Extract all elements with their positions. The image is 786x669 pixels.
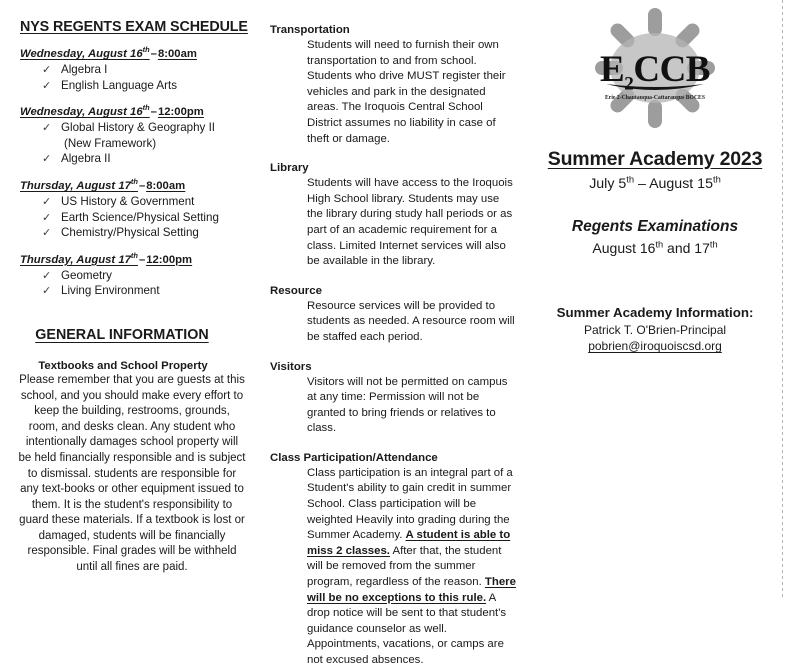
e2ccb-logo: [560, 6, 750, 134]
list-item-continuation: [20, 136, 262, 152]
check-icon: ✓: [42, 194, 52, 208]
attendance-emphasis-no-exceptions: There will be no exceptions to this rule.: [307, 576, 516, 604]
schedule-block: [20, 250, 262, 299]
schedule-separator: –: [150, 48, 157, 60]
section-visitors: [262, 361, 524, 437]
right-column: [524, 0, 786, 598]
academy-date-start-ordinal: th: [626, 174, 635, 185]
exam-name: Chemistry/Physical Setting: [61, 226, 199, 240]
attendance-text-part-2: After that, the student will be removed from the summer program, regardless of the reason.: [307, 544, 502, 589]
schedule-day: Thursday, August 17: [20, 253, 131, 266]
regents-date-first-ordinal: th: [655, 239, 664, 250]
exam-list: [20, 62, 262, 93]
schedule-block-heading: [20, 103, 262, 119]
regents-date-mid: and 17: [663, 240, 710, 256]
principal-name: Patrick T. O'Brien-Principal: [583, 323, 727, 337]
section-library: [262, 162, 524, 270]
section-body: Students will have access to the Iroquois High School library. Students may use the library during study hall periods or as part of an academic requirement for a class. Limited Internet services will also be available in the library.: [307, 177, 513, 268]
section-class-participation: [262, 452, 524, 669]
exam-name: English Language Arts: [61, 78, 178, 92]
check-icon: ✓: [42, 284, 52, 298]
logo-wordmark-subscript: 2: [624, 73, 634, 95]
section-heading: Transportation: [270, 24, 350, 36]
summer-academy-dates: [524, 176, 786, 192]
schedule-block-heading: [20, 45, 262, 60]
schedule-separator: –: [138, 179, 146, 192]
attendance-emphasis-miss-classes: A student is able to miss 2 classes.: [307, 529, 511, 557]
check-icon: ✓: [42, 210, 52, 224]
section-heading: Class Participation/Attendance: [270, 451, 438, 464]
logo-wordmark-pre: E: [600, 49, 625, 90]
exam-list: [20, 268, 262, 299]
general-information-title: GENERAL INFORMATION: [35, 326, 209, 343]
exam-name: Algebra I: [61, 63, 108, 76]
exam-name: (New Framework): [64, 136, 157, 150]
schedule-day-ordinal: th: [130, 250, 138, 260]
regents-examinations-dates: [524, 240, 786, 256]
list-item: [20, 62, 262, 78]
exam-name: Living Environment: [61, 284, 160, 298]
regents-date-second-ordinal: th: [709, 239, 718, 250]
logo-wordmark: [560, 49, 750, 95]
check-icon: ✓: [42, 78, 52, 92]
schedule-block-heading: [20, 177, 262, 192]
exam-name: Global History & Geography II: [61, 121, 216, 135]
section-transportation: [262, 24, 524, 147]
summer-academy-information-title: Summer Academy Information:: [556, 305, 754, 320]
schedule-day: Wednesday, August 16: [20, 48, 143, 60]
principal-email-link[interactable]: pobrien@iroquoiscsd.org: [588, 339, 722, 353]
middle-column: [262, 0, 524, 666]
attendance-text-part-1: Class participation is an integral part of a Student's ability to gain credit in summer School. Class participation will be weighted Heavily into grading during the Summer Academy.: [307, 466, 513, 542]
academy-date-mid: – August 15: [634, 176, 713, 192]
schedule-separator: –: [138, 253, 146, 266]
textbooks-body: Please remember that you are guests at this school, and you should make every effort to keep the building, restrooms, grounds, room, and desks clean. Any student who intentionally damages school property will be held financially responsible and is subject to dismissal. students are responsible for any text-books or other equipment issued to them. It is the student's responsibility to guard these materials. If a textbook is lost or damaged, students will be financially responsible. Final grades will be withheld until all fines are paid.: [18, 373, 246, 574]
attendance-text-part-3: A drop notice will be sent to that student's guidance counselor as well. Appointments, vacations, or camps are not excused absences.: [307, 591, 507, 666]
schedule-block: [20, 45, 262, 93]
exam-name: US History & Government: [61, 194, 195, 208]
exam-name: Algebra II: [61, 152, 111, 166]
schedule-block-heading: [20, 250, 262, 266]
list-item: [20, 194, 262, 210]
schedule-time: 8:00am: [146, 179, 186, 192]
schedule-time: 12:00pm: [146, 253, 193, 266]
list-item: [20, 120, 262, 136]
exam-name: Earth Science/Physical Setting: [61, 210, 219, 224]
schedule-block: [20, 103, 262, 167]
list-item: [20, 225, 262, 241]
list-item: [20, 151, 262, 167]
exam-name: Geometry: [61, 268, 112, 282]
left-column: [0, 0, 262, 598]
schedule-day: Thursday, August 17: [20, 179, 131, 192]
section-heading: Visitors: [270, 360, 312, 373]
schedule-day-ordinal: th: [130, 177, 138, 187]
section-body: Resource services will be provided to students as needed. A resource room will be staffed each period.: [307, 299, 515, 343]
schedule-day-ordinal: th: [142, 45, 150, 55]
list-item: [20, 283, 262, 299]
section-heading: Library: [270, 162, 309, 175]
summer-academy-title: Summer Academy 2023: [547, 148, 763, 170]
regents-examinations-title: Regents Examinations: [571, 218, 739, 235]
exam-list: [20, 194, 262, 241]
schedule-separator: –: [150, 106, 157, 119]
list-item: [20, 78, 262, 94]
schedule-block: [20, 177, 262, 241]
exam-list: [20, 120, 262, 167]
schedule-day: Wednesday, August 16: [20, 106, 143, 119]
schedule-time: 12:00pm: [157, 106, 204, 119]
academy-date-end-ordinal: th: [712, 174, 721, 185]
exam-schedule-title: NYS REGENTS EXAM SCHEDULE: [20, 19, 248, 35]
textbooks-heading: Textbooks and School Property: [38, 359, 208, 372]
check-icon: ✓: [42, 268, 52, 282]
academy-date-start: July 5: [589, 176, 627, 192]
check-icon: ✓: [42, 63, 52, 76]
list-item: [20, 268, 262, 284]
schedule-day-ordinal: th: [142, 103, 150, 113]
section-body: Visitors will not be permitted on campus at any time: Permission will not be granted to bring friends or relatives to class.: [307, 375, 508, 435]
section-resource: [262, 285, 524, 346]
section-heading: Resource: [270, 284, 322, 297]
check-icon: ✓: [42, 152, 52, 166]
check-icon: ✓: [42, 226, 52, 240]
section-body: Students will need to furnish their own transportation to and from school. Students who drive MUST register their vehicles and park in the designated areas. The Iroquois Central School District assumes no liability in case of theft or damage.: [307, 39, 506, 145]
list-item: [20, 210, 262, 226]
regents-date-first: August 16: [592, 240, 656, 256]
logo-wordmark-post: CCB: [633, 49, 710, 90]
section-body: [307, 466, 516, 669]
logo-tagline: Erie 2-Chautauqua-Cattaraugus BOCES: [605, 94, 705, 102]
check-icon: ✓: [42, 121, 52, 135]
schedule-time: 8:00am: [157, 48, 197, 60]
